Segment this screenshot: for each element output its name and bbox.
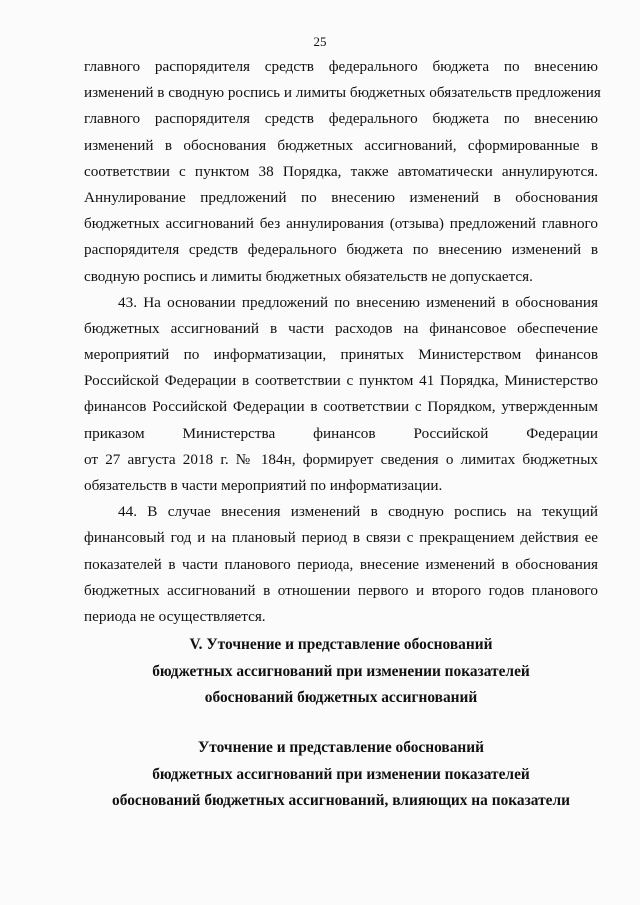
- text-line: изменений в обоснования бюджетных ассигнований, сформированные в: [84, 136, 598, 154]
- heading-line: V. Уточнение и представление обоснований: [189, 636, 493, 653]
- heading-line: бюджетных ассигнований при изменении показателей: [152, 765, 530, 783]
- text-line: Российской Федерации в соответствии с пунктом 41 Порядка, Министерство: [84, 372, 598, 390]
- subsection-heading: [84, 735, 598, 815]
- text-line: финансов Российской Федерации в соответствии с Порядком, утвержденным: [84, 398, 598, 416]
- text-line: главного распорядителя средств федерального бюджета по внесению: [84, 58, 598, 75]
- text-line: главного распорядителя средств федерального бюджета по внесению: [84, 110, 598, 128]
- body-text: [84, 54, 601, 630]
- heading-line: бюджетных ассигнований при изменении показателей: [152, 662, 530, 680]
- paragraph-continuation: [84, 54, 601, 290]
- text-line: Аннулирование предложений по внесению изменений в обоснования: [84, 188, 598, 206]
- text-line: бюджетных ассигнований без аннулирования (отзыва) предложений главного: [84, 215, 598, 233]
- text-line: приказом Министерства финансов Российской Федерации: [84, 424, 598, 442]
- text-line: показателей в части планового периода, внесение изменений в обоснования: [84, 555, 598, 573]
- text-line: распорядителя средств федерального бюджета по внесению изменений в: [84, 241, 598, 259]
- paragraph-43: [84, 290, 598, 500]
- text-line: изменений в сводную роспись и лимиты бюджетных обязательств предложения: [84, 84, 601, 102]
- text-line: бюджетных ассигнований в части расходов на финансовое обеспечение: [84, 319, 598, 337]
- page-number: 25: [313, 34, 327, 49]
- text-line: финансовый год и на плановый период в связи с прекращением действия ее: [84, 529, 598, 547]
- text-line: бюджетных ассигнований в отношении первого и второго годов планового: [84, 581, 598, 599]
- heading-line: обоснований бюджетных ассигнований: [204, 689, 478, 706]
- text-line: от 27 августа 2018 г. № 184н, формирует сведения о лимитах бюджетных: [84, 450, 598, 468]
- text-line: мероприятий по информатизации, принятых Министерством финансов: [84, 346, 598, 364]
- text-line: обязательств в части мероприятий по информатизации.: [84, 477, 443, 494]
- text-line: 43. На основании предложений по внесению изменений в обоснования: [118, 293, 598, 311]
- heading-line: обоснований бюджетных ассигнований, влияющих на показатели: [112, 792, 570, 809]
- text-line: периода не осуществляется.: [84, 607, 266, 625]
- heading-line: Уточнение и представление обоснований: [197, 739, 485, 756]
- text-line: соответствии с пунктом 38 Порядка, также автоматически аннулируются.: [84, 162, 598, 180]
- section-heading: [84, 632, 598, 712]
- text-line: сводную роспись и лимиты бюджетных обязательств не допускается.: [84, 267, 533, 285]
- paragraph-44: [84, 499, 598, 630]
- text-line: 44. В случае внесения изменений в сводную роспись на текущий: [118, 503, 598, 521]
